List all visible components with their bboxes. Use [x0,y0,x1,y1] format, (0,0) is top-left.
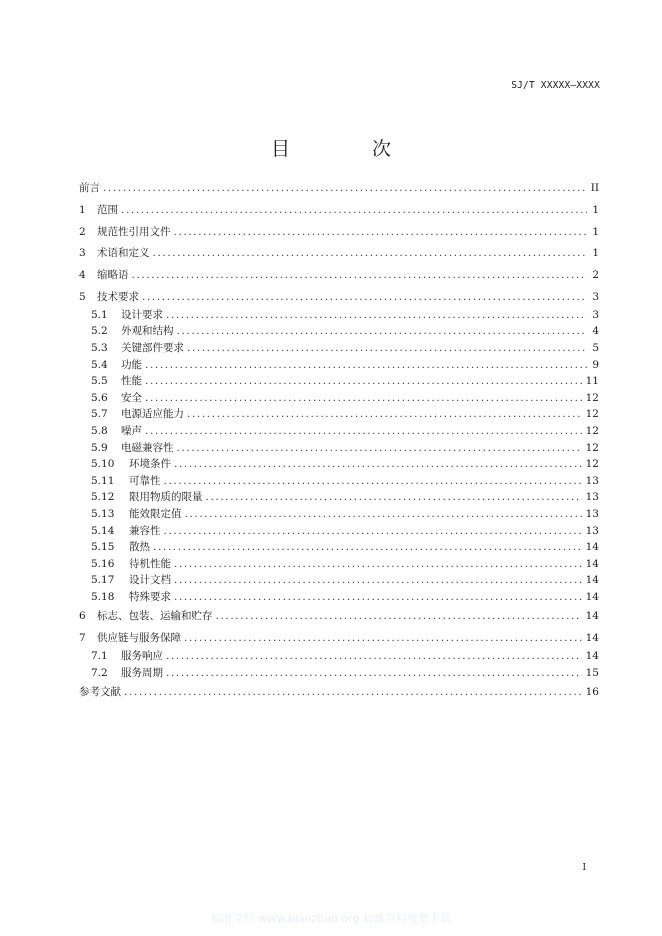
toc-leader-dots [184,632,582,644]
toc-entry-page: 1 [592,203,599,216]
toc-entry-number: 5.15 [91,541,115,554]
toc-leader-dots [174,226,588,238]
toc-entry[interactable] [79,684,599,706]
toc-entry-label: 技术要求 [97,290,139,303]
toc-entry-number: 5.12 [91,491,115,504]
toc-entry-label: 缩略语 [97,269,129,282]
toc-entry-page: 12 [585,458,599,471]
toc-entry-page: 12 [585,408,599,421]
toc-entry[interactable] [79,245,599,267]
toc-entry-number: 5.17 [91,574,115,587]
toc-entry[interactable] [79,456,599,473]
toc-entry-number: 4 [79,269,86,282]
toc-entry-page: 3 [592,290,599,303]
toc-entry[interactable] [79,307,599,324]
toc-entry-label: 外观和结构 [121,325,174,338]
toc-entry-label: 设计要求 [121,308,163,321]
toc-entry-label: 规范性引用文件 [97,225,171,238]
toc-entry-page: 13 [585,524,599,537]
standard-code: SJ/T XXXXX—XXXX [511,80,600,91]
toc-entry[interactable] [79,267,599,289]
toc-entry-page: 1 [592,247,599,260]
toc-entry-label: 散热 [129,541,150,554]
toc-entry[interactable] [79,608,599,630]
toc-entry-label: 前言 [79,182,100,194]
toc-entry-number: 5.13 [91,507,115,520]
toc-entry-label: 范围 [97,203,118,216]
toc-entry[interactable] [79,323,599,340]
toc-entry[interactable] [79,572,599,589]
toc-entry[interactable] [79,523,599,540]
toc-entry-label: 性能 [121,375,142,388]
toc-entry-page: 14 [585,650,599,663]
toc-leader-dots [216,610,582,622]
toc-entry-label: 术语和定义 [97,247,150,260]
toc-leader-dots [132,269,588,281]
toc-entry-label: 限用物质的限量 [129,491,203,504]
page-title: 目 次 [270,138,430,160]
toc-entry-number: 5.8 [91,424,108,437]
toc-entry-number: 5.3 [91,341,108,354]
toc-entry-label: 参考文献 [79,686,121,699]
toc-entry[interactable] [79,648,599,665]
toc-leader-dots [142,291,587,303]
toc-entry-label: 标志、包装、运输和贮存 [97,610,213,623]
toc-entry-number: 5.1 [91,308,108,321]
toc-entry[interactable] [79,202,599,224]
toc-entry-number: 5 [79,290,86,303]
toc-entry-label: 关键部件要求 [121,341,184,354]
toc-entry-number: 5.7 [91,408,108,421]
toc-entry-page: 5 [592,341,599,354]
toc-entry-number: 5.4 [91,358,108,371]
toc-entry-number: 3 [79,247,86,260]
toc-leader-dots [164,475,582,487]
toc-entry-page: 14 [585,610,599,623]
toc-leader-dots [174,558,582,570]
toc-entry-number: 5.2 [91,325,108,338]
toc-entry-page: 15 [585,666,599,679]
toc-entry[interactable] [79,373,599,390]
toc-leader-dots [166,650,582,662]
toc-entry-page: 13 [585,474,599,487]
toc-entry-page: 14 [585,541,599,554]
toc-entry[interactable] [79,556,599,573]
toc-leader-dots [145,425,582,437]
toc-entry-number: 5.18 [91,590,115,603]
toc-entry-label: 兼容性 [129,524,161,537]
toc-leader-dots [103,182,587,194]
toc-entry[interactable] [79,340,599,357]
toc-entry[interactable] [79,390,599,407]
toc-entry-number: 5.11 [91,474,115,487]
toc-leader-dots [153,247,588,259]
toc-leader-dots [177,442,582,454]
toc-entry[interactable] [79,473,599,490]
toc-entry-page: 14 [585,557,599,570]
toc-entry-page: 2 [592,269,599,282]
toc-entry[interactable] [79,665,599,682]
toc-entry[interactable] [79,589,599,606]
toc-leader-dots [164,525,582,537]
toc-entry-number: 5.5 [91,375,108,388]
toc-leader-dots [145,392,582,404]
toc-entry-page: 11 [585,375,599,388]
toc-entry-label: 噪声 [121,424,142,437]
toc-entry-number: 5.9 [91,441,108,454]
toc-entry[interactable] [79,357,599,374]
toc-entry-label: 安全 [121,391,142,404]
toc-entry-page: 14 [585,632,599,645]
toc-leader-dots [185,508,582,520]
toc-entry-page: 1 [592,225,599,238]
toc-entry[interactable] [79,224,599,246]
toc-entry-page: 13 [585,507,599,520]
toc-leader-dots [124,686,582,698]
toc-leader-dots [121,204,587,216]
toc-entry-label: 待机性能 [129,557,171,570]
toc-entry-label: 供应链与服务保障 [97,632,181,645]
toc-entry-page: 12 [585,391,599,404]
toc-leader-dots [206,491,582,503]
toc-entry-number: 2 [79,225,86,238]
toc-entry[interactable] [79,489,599,506]
toc-entry-page: 9 [592,358,599,371]
toc-leader-dots [174,574,582,586]
toc-entry-number: 1 [79,203,86,216]
toc-entry-page: 3 [592,308,599,321]
toc-entry-number: 5.10 [91,458,115,471]
toc-entry-page: 13 [585,491,599,504]
table-of-contents [79,180,599,706]
toc-entry-page: 14 [585,590,599,603]
toc-leader-dots [187,342,587,354]
toc-entry-number: 6 [79,610,86,623]
toc-entry-number: 7.1 [91,650,108,663]
toc-entry[interactable] [79,440,599,457]
toc-entry-page: 12 [585,424,599,437]
toc-entry[interactable] [79,506,599,523]
toc-entry-label: 服务周期 [121,666,163,679]
toc-leader-dots [177,325,588,337]
toc-entry-label: 环境条件 [129,458,171,471]
toc-entry-page: 16 [585,686,599,699]
toc-entry[interactable] [79,423,599,440]
toc-entry-page: 12 [585,441,599,454]
toc-entry-number: 7 [79,632,86,645]
toc-entry[interactable] [79,180,599,202]
toc-leader-dots [174,458,582,470]
toc-entry-number: 7.2 [91,666,108,679]
toc-entry-label: 设计文档 [129,574,171,587]
toc-leader-dots [166,309,587,321]
toc-entry-label: 功能 [121,358,142,371]
toc-leader-dots [145,359,587,371]
footer-page-number: I [582,863,586,873]
toc-entry-number: 5.6 [91,391,108,404]
toc-entry-label: 特殊要求 [129,590,171,603]
toc-entry[interactable] [79,406,599,423]
toc-leader-dots [145,375,582,387]
watermark: 标准文档 www.biaozhun.org 标准资料免费下载 [210,912,452,925]
toc-leader-dots [174,591,582,603]
toc-entry-number: 5.14 [91,524,115,537]
toc-entry-label: 电源适应能力 [121,408,184,421]
toc-entry-label: 服务响应 [121,650,163,663]
toc-leader-dots [166,667,582,679]
toc-entry[interactable] [79,539,599,556]
toc-leader-dots [153,541,582,553]
toc-entry-number: 5.16 [91,557,115,570]
toc-entry-page: 14 [585,574,599,587]
toc-entry-label: 电磁兼容性 [121,441,174,454]
toc-entry-label: 可靠性 [129,474,161,487]
toc-entry-page: 4 [592,325,599,338]
toc-leader-dots [187,408,582,420]
toc-entry-page: II [590,182,599,194]
toc-entry-label: 能效限定值 [129,507,182,520]
